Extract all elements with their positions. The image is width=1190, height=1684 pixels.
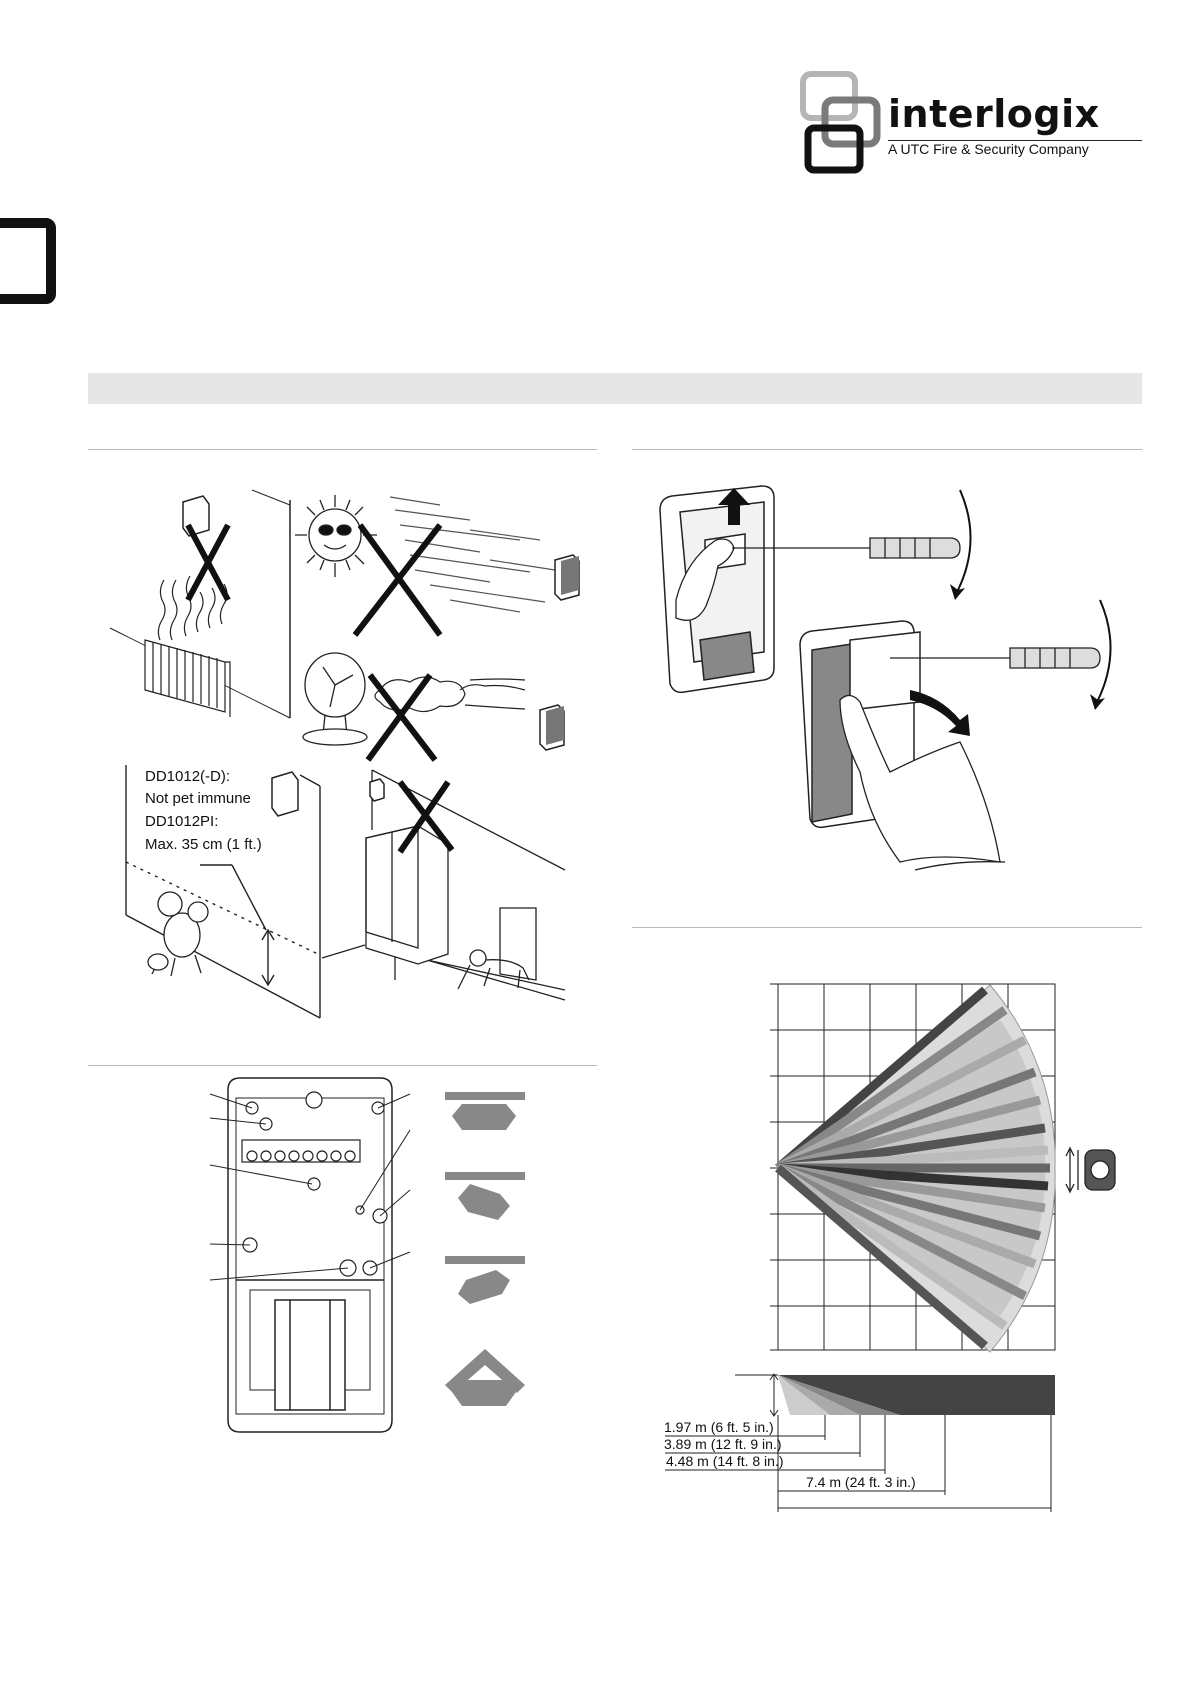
label-model-dd1012: DD1012(-D): bbox=[145, 768, 231, 785]
label-max-height: Max. 35 cm (1 ft.) bbox=[145, 836, 262, 853]
dimension-label-2: 3.89 m (12 ft. 9 in.) bbox=[664, 1436, 782, 1452]
walking-person-icon bbox=[1066, 1148, 1115, 1192]
coverage-beams bbox=[778, 990, 1050, 1346]
dimension-label-1: 1.97 m (6 ft. 5 in.) bbox=[664, 1419, 774, 1435]
brand-name: interlogix bbox=[888, 92, 1100, 136]
dimension-label-4: 7.4 m (24 ft. 3 in.) bbox=[806, 1474, 916, 1490]
label-not-pet-immune: Not pet immune bbox=[145, 790, 251, 807]
brand-tagline: A UTC Fire & Security Company bbox=[888, 141, 1089, 157]
side-view-coverage bbox=[735, 1374, 1055, 1416]
dimension-label-3: 4.48 m (14 ft. 8 in.) bbox=[666, 1453, 784, 1469]
label-model-dd1012pi: DD1012PI: bbox=[145, 813, 219, 830]
